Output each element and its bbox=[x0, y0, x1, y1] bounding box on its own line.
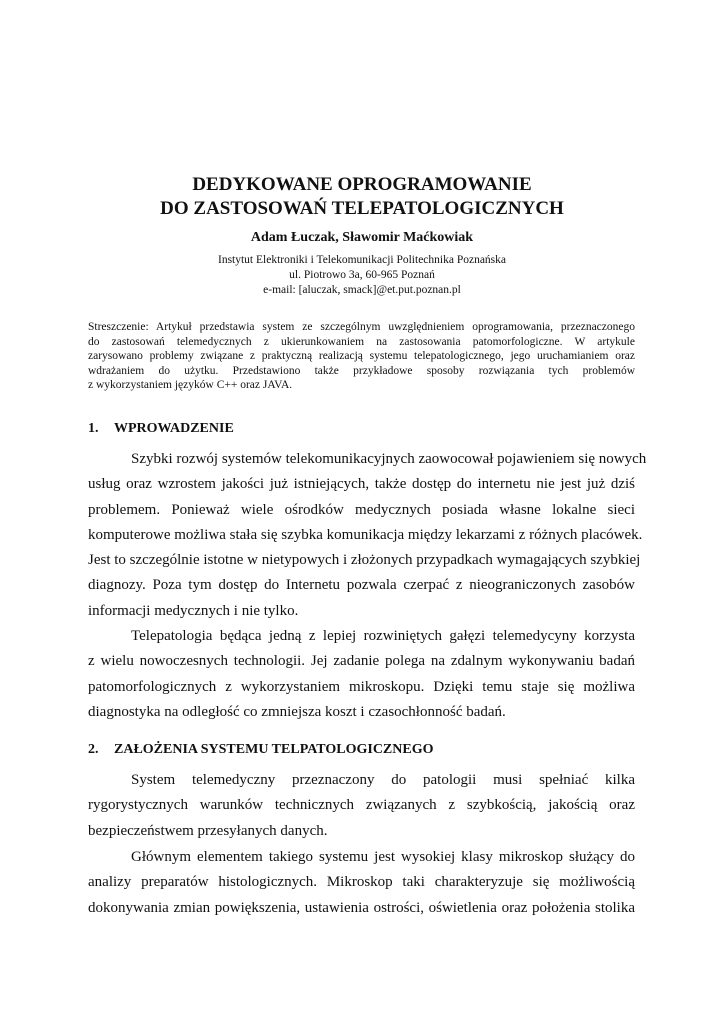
paragraph-line: informacji medycznych i nie tylko. bbox=[88, 602, 299, 619]
paragraph-line: Telepatologia będąca jedną z lepiej rozwiniętych gałęzi telemedycyny korzysta bbox=[131, 628, 635, 644]
paper-title-line-1: DEDYKOWANE OPROGRAMOWANIE bbox=[192, 174, 532, 195]
paragraph-line: Głównym elementem takiego systemu jest wysokiej klasy mikroskop służący do bbox=[131, 849, 635, 865]
abstract-line: Streszczenie: Artykuł przedstawia system ze szczególnym uwzględnieniem oprogramowania, przeznaczonego bbox=[88, 321, 635, 333]
paragraph-line: analizy preparatów histologicznych. Mikroskop taki charakteryzuje się możliwością bbox=[88, 874, 635, 891]
paragraph-line: z wielu nowoczesnych technologii. Jej zadanie polega na zdalnym wykonywaniu badań bbox=[88, 653, 635, 670]
section-1-paragraph-2 bbox=[88, 624, 635, 725]
section-2-paragraph-1 bbox=[88, 768, 635, 844]
paragraph-line: diagnostyka na odległość co zmniejsza koszt i czasochłonność badań. bbox=[88, 703, 506, 720]
section-2-paragraph-2 bbox=[88, 845, 635, 921]
paragraph-line: komputerowe możliwa stała się szybka komunikacja między lekarzami z różnych placówek. bbox=[88, 526, 643, 543]
section-1-paragraph-1 bbox=[88, 447, 647, 624]
paragraph-line: System telemedyczny przeznaczony do patologii musi spełniać kilka bbox=[131, 772, 635, 788]
abstract-line: zarysowano problemy związane z praktyczną realizacją systemu telepatologicznego, jego uruchamianiem oraz bbox=[88, 350, 635, 363]
paper-title-line-2: DO ZASTOSOWAŃ TELEPATOLOGICZNYCH bbox=[160, 198, 564, 219]
affiliation-institute: Instytut Elektroniki i Telekomunikacji Politechnika Poznańska bbox=[217, 254, 507, 266]
paragraph-line: usług oraz wzrostem jakości już istniejących, także dostęp do internetu nie jest już dziś bbox=[88, 476, 635, 493]
abstract bbox=[88, 320, 635, 393]
paragraph-line: Szybki rozwój systemów telekomunikacyjnych zaowocował pojawieniem się nowych bbox=[131, 451, 647, 467]
paragraph-line: problemem. Ponieważ wiele ośrodków medycznych posiada własne lokalne sieci bbox=[88, 501, 635, 518]
section-number: 2. bbox=[88, 742, 99, 757]
abstract-line: z wykorzystaniem języków C++ oraz JAVA. bbox=[88, 379, 293, 392]
paper-authors: Adam Łuczak, Sławomir Maćkowiak bbox=[250, 230, 474, 245]
paragraph-line: bezpieczeństwem przesyłanych danych. bbox=[88, 822, 328, 839]
abstract-line: wdrażaniem do użytku. Przedstawiono także przykładowe sposoby rozwiązania tych problemów bbox=[88, 364, 635, 377]
paragraph-line: patomorfologicznych z wykorzystaniem mikroskopu. Dzięki temu staje się możliwa bbox=[88, 678, 635, 695]
section-title: WPROWADZENIE bbox=[114, 421, 234, 436]
section-title: ZAŁOŻENIA SYSTEMU TELPATOLOGICZNEGO bbox=[114, 742, 434, 757]
paragraph-line: Jest to szczególnie istotne w nietypowych i złożonych przypadkach wymagających szybkiej bbox=[88, 552, 641, 569]
abstract-line: do zastosowań telemedycznych z ukierunkowaniem na zastosowania patomorfologiczne. W artykule bbox=[88, 335, 635, 348]
section-2-heading bbox=[88, 741, 434, 759]
paragraph-line: diagnozy. Poza tym dostęp do Internetu pozwala czerpać z nieograniczonych zasobów bbox=[88, 577, 635, 594]
paragraph-line: dokonywania zmian powiększenia, ustawienia ostrości, oświetlenia oraz położenia stolika bbox=[88, 899, 635, 916]
section-number: 1. bbox=[88, 421, 99, 436]
section-1-heading bbox=[88, 420, 234, 438]
paragraph-line: rygorystycznych warunków technicznych związanych z szybkością, jakością oraz bbox=[88, 797, 635, 814]
affiliation-email: e-mail: [aluczak, smack]@et.put.poznan.pl bbox=[263, 284, 461, 296]
affiliation-address: ul. Piotrowo 3a, 60-965 Poznań bbox=[289, 269, 435, 281]
